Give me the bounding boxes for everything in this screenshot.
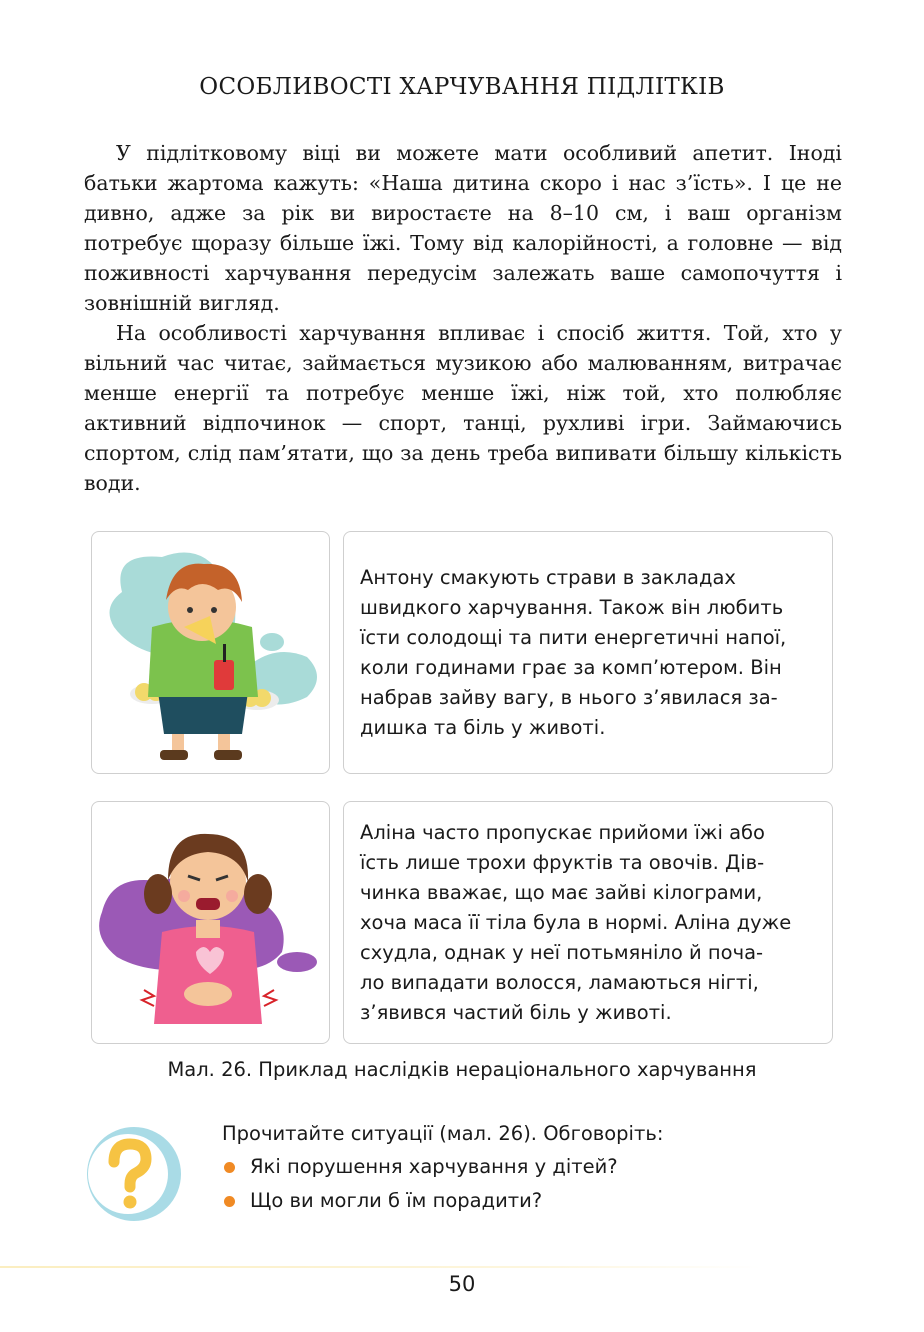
text-line: хоча маса її тіла була в нормі. Аліна дуже <box>360 910 792 934</box>
list-item <box>222 1184 618 1218</box>
question-list <box>222 1150 618 1218</box>
boy-eating-fastfood-illustration <box>92 532 328 772</box>
list-item-text: Що ви могли б їм порадити? <box>250 1189 543 1212</box>
text-line: коли годинами грає за комп’ютером. Він <box>360 655 782 679</box>
bullet-icon <box>224 1196 235 1207</box>
text-line: їсти солодощі та пити енергетичні напої, <box>360 625 787 649</box>
text-line: Аліна часто пропускає прийоми їжі або <box>360 820 765 844</box>
bullet-icon <box>224 1162 235 1173</box>
list-item-text: Які порушення харчування у дітей? <box>250 1155 618 1178</box>
list-item <box>222 1150 618 1184</box>
body-text <box>84 138 842 498</box>
text-line: швидкого харчування. Також він любить <box>360 595 784 619</box>
paragraph: На особливості харчування впливає і спосіб життя. Той, хто у вільний час читає, займається музикою або малюванням, витрачає менше енергії та потребує менше їжі, ніж той, хто полюбляє активний відпочинок — спорт, танці, рухливі ігри. Займаючись спортом, слід пам’ятати, що за день треба випивати більшу кількість води. <box>84 321 842 495</box>
girl-stomach-ache-illustration <box>92 802 328 1042</box>
text-line: набрав зайву вагу, в нього з’явилася за- <box>360 685 778 709</box>
question-prompt: Прочитайте ситуації (мал. 26). Обговоріть: <box>222 1122 664 1145</box>
page-title: ОСОБЛИВОСТІ ХАРЧУВАННЯ ПІДЛІТКІВ <box>199 74 725 100</box>
figure-caption: Мал. 26. Приклад наслідків нераціонального харчування <box>167 1058 757 1081</box>
text-line: Антону смакують страви в закладах <box>360 565 736 589</box>
paragraph: У підлітковому віці ви можете мати особливий апетит. Іноді батьки жартома кажуть: «Наша дитина скоро і нас з’їсть». І це не дивно, адже за рік ви виростаєте на 8–10 см, і ваш організм потребує щоразу більше їжі. Тому від калорійності, а головне — від поживності харчування передусім залежать ваше самопочуття і зовнішній вигляд. <box>84 141 842 315</box>
text-line: чинка вважає, що має зайві кілограми, <box>360 880 763 904</box>
question-mark-icon <box>84 1124 184 1224</box>
illustration-card-boy <box>91 531 330 774</box>
text-line: дишка та біль у животі. <box>360 715 606 739</box>
text-line: з’явився частий біль у животі. <box>360 1000 672 1024</box>
text-line: ло випадати волосся, ламаються нігті, <box>360 970 759 994</box>
footer-divider <box>0 1266 760 1268</box>
text-line: схудла, однак у неї потьмяніло й поча- <box>360 940 764 964</box>
illustration-card-girl <box>91 801 330 1044</box>
situation-text-alina <box>344 802 832 1043</box>
text-line: їсть лише трохи фруктів та овочів. Дів- <box>360 850 765 874</box>
page-number: 50 <box>448 1272 476 1296</box>
situation-text-anton <box>344 532 832 773</box>
